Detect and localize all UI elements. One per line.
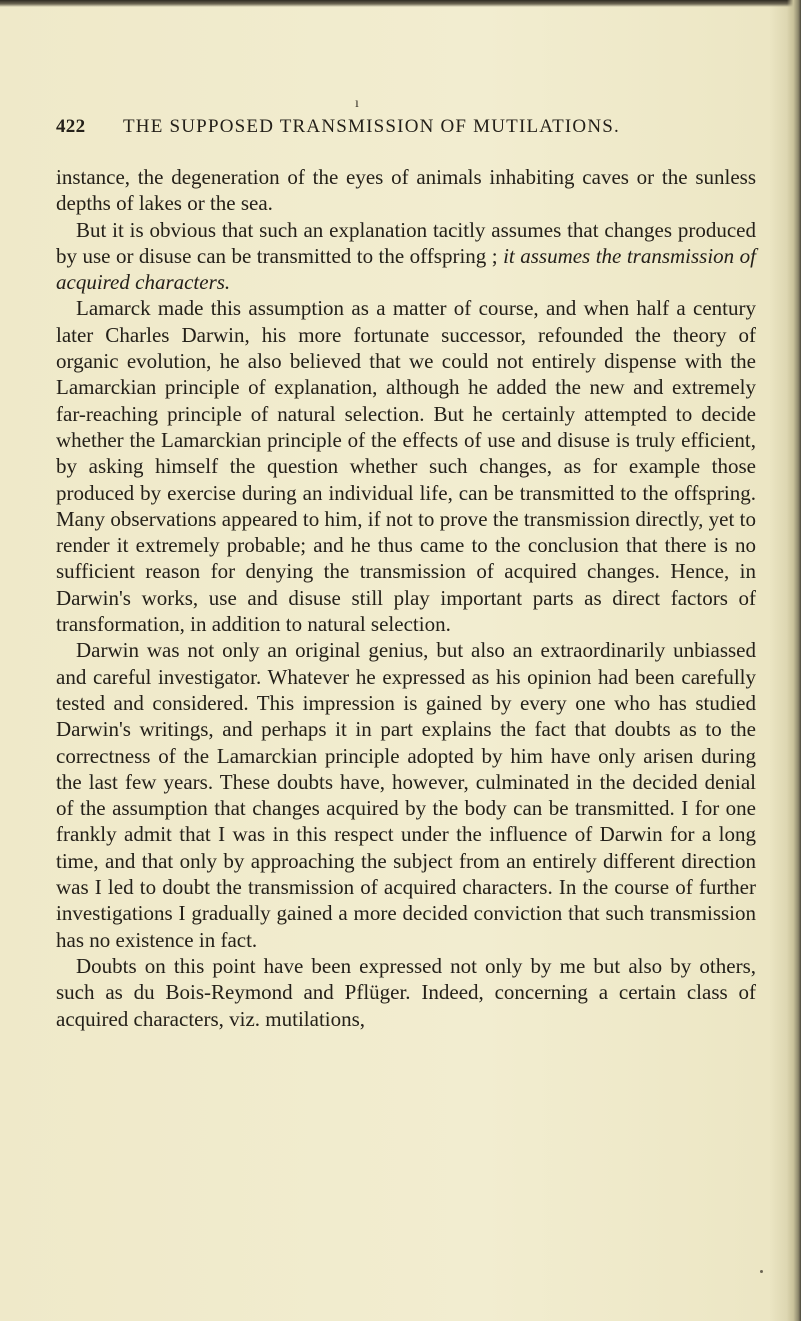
page-top-shadow [0,0,801,7]
print-tick-mark: ı [355,96,359,111]
page-number: 422 [56,116,86,137]
page-header [56,116,756,146]
running-title: THE SUPPOSED TRANSMISSION OF MUTILATIONS. [123,116,620,137]
print-speck [760,1270,763,1273]
paragraph-3: Lamarck made this assumption as a matter of course, and when half a century later Charles Darwin, his more fortunate successor, refounded the theory of organic evolution, he also believed that we could not entirely dispense with the Lamarckian principle of explanation, although he added the new and extremely far-reaching principle of natural selection. But he certainly attempted to decide whether the Lamarckian principle of the effects of use and disuse is truly efficient, by asking himself the question whether such changes, as for example those produced by exercise during an individual life, can be transmitted to the offspring. Many observations appeared to him, if not to prove the transmission directly, yet to render it extremely probable; and he thus came to the conclusion that there is no sufficient reason for denying the transmission of acquired changes. Hence, in Darwin's works, use and disuse still play important parts as direct factors of transformation, in addition to natural selection. [56,296,756,637]
paragraph-2 [56,217,756,296]
paragraph-5: Doubts on this point have been expressed not only by me but also by others, such as du Bois-Reymond and Pflüger. Indeed, concerning a certain class of acquired characters, viz. mutilations, [56,953,756,1031]
body-text [56,164,756,1032]
paragraph-1: instance, the degeneration of the eyes of animals inhabiting caves or the sunless depths of lakes or the sea. [56,165,756,216]
paragraph-2-italic: it assumes the transmission of acquired characters. [56,243,756,295]
paragraph-4: Darwin was not only an original genius, but also an extraordinarily unbiassed and careful investigator. Whatever he expressed as his opinion had been carefully tested and considered. This impression is gained by every one who has studied Darwin's writings, and perhaps it in part explains the fact that doubts as to the correctness of the Lamarckian principle adopted by him have only arisen during the last few years. These doubts have, however, culminated in the decided denial of the assumption that changes acquired by the body can be transmitted. I for one frankly admit that I was in this respect under the influence of Darwin for a long time, and that only by approaching the subject from an entirely different direction was I led to doubt the transmission of acquired characters. In the course of further investigations I gradually gained a more decided conviction that such transmission has no existence in fact. [56,638,756,952]
paragraph-2-text: But it is obvious that such an explanation tacitly assumes that changes produced by use or disuse can be transmitted to the offspring ; [56,217,756,268]
page-right-shadow [787,0,801,1321]
